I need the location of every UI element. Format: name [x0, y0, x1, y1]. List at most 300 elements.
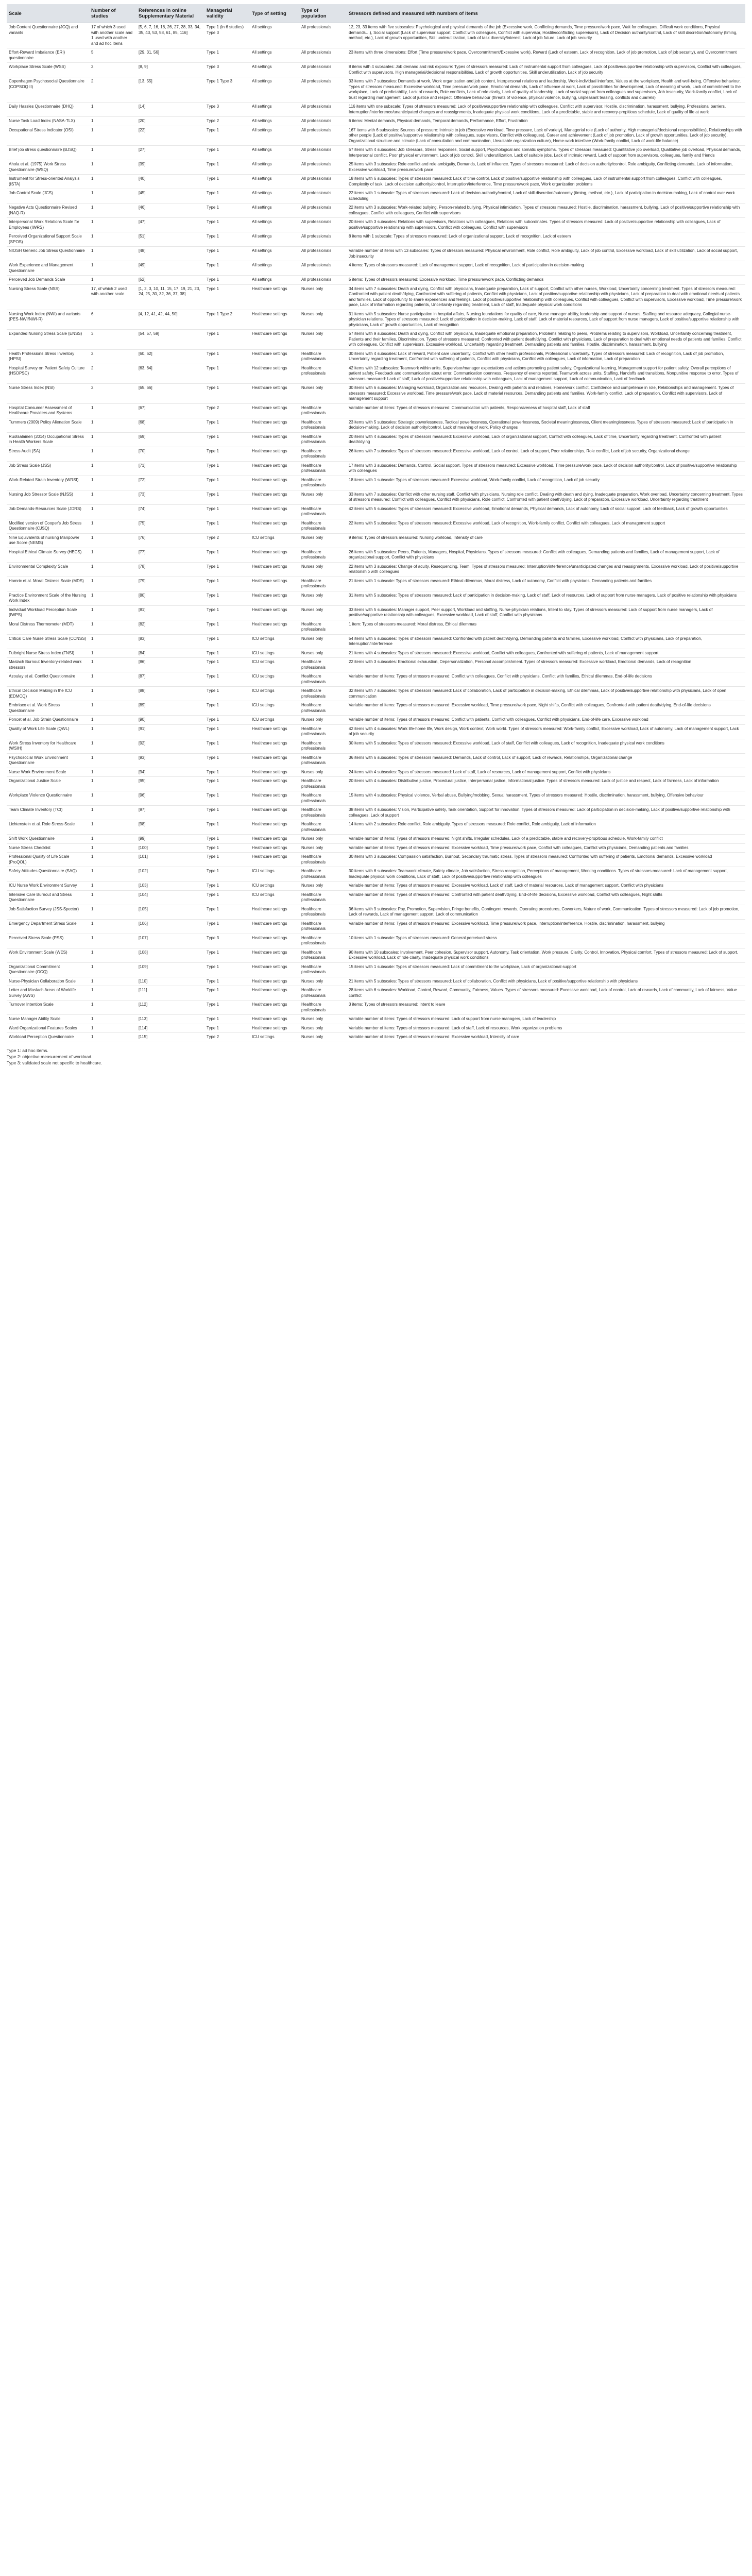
table-cell: Healthcare settings: [250, 977, 299, 986]
table-cell: Type 1: [204, 977, 250, 986]
table-cell: ICU settings: [250, 672, 299, 687]
table-cell: [22]: [136, 126, 204, 146]
table-cell: Type 1: [204, 504, 250, 519]
table-cell: 5 items: Types of stressors measured: Excessive workload, Time pressure/work pace, Conflicting demands: [347, 276, 745, 285]
table-cell: Healthcare settings: [250, 364, 299, 384]
table-cell: Healthcare professionals: [299, 672, 347, 687]
table-cell: ICU Nurse Work Environment Survey: [7, 882, 89, 891]
table-cell: [72]: [136, 476, 204, 490]
table-cell: Healthcare professionals: [299, 403, 347, 418]
table-cell: Type 1: [204, 126, 250, 146]
table-cell: 3: [89, 330, 136, 350]
table-cell: 1: [89, 447, 136, 461]
table-cell: [112]: [136, 1001, 204, 1015]
table-cell: 1: [89, 777, 136, 791]
table-cell: Type 1: [204, 777, 250, 791]
table-cell: [110]: [136, 977, 204, 986]
table-row: [7, 461, 745, 476]
table-cell: Variable number of items: Types of stressors measured: Conflict with patients, Conflict with colleagues, Conflict with physicians, End-of-life care, Excessive workload: [347, 716, 745, 725]
table-cell: Type 1: [204, 276, 250, 285]
table-cell: Healthcare settings: [250, 562, 299, 577]
table-cell: Nurses only: [299, 835, 347, 844]
table-cell: 3 items: Types of stressors measured: Intent to leave: [347, 1001, 745, 1015]
table-cell: Healthcare settings: [250, 310, 299, 330]
table-cell: Healthcare professionals: [299, 962, 347, 977]
column-header: References in online Supplementary Material: [136, 4, 204, 23]
table-cell: Healthcare settings: [250, 777, 299, 791]
table-cell: Type 1 Type 2: [204, 310, 250, 330]
table-row: [7, 853, 745, 867]
table-cell: Type 1: [204, 384, 250, 404]
table-cell: Hospital Survey on Patient Safety Culture (HSOPSC): [7, 364, 89, 384]
table-cell: All settings: [250, 175, 299, 189]
table-cell: 21 items with 4 subscales: Types of stressors measured: Excessive workload, Conflict with colleagues, Confronted with suffering of patients, Lack of management support: [347, 649, 745, 658]
table-cell: 1: [89, 1015, 136, 1024]
column-header: Type of population: [299, 4, 347, 23]
table-cell: 2: [89, 77, 136, 103]
table-cell: 1: [89, 806, 136, 820]
table-cell: Job Satisfaction Survey (JSS-Spector): [7, 905, 89, 919]
table-cell: Hospital Ethical Climate Survey (HECS): [7, 548, 89, 562]
table-cell: Healthcare settings: [250, 447, 299, 461]
table-cell: 1 item: Types of stressors measured: Moral distress, Ethical dilemmas: [347, 620, 745, 634]
table-cell: Type 1: [204, 867, 250, 882]
table-cell: 1: [89, 919, 136, 934]
table-cell: Healthcare professionals: [299, 687, 347, 701]
table-row: [7, 23, 745, 48]
table-cell: Type 1: [204, 349, 250, 364]
table-cell: Variable number of items: Types of stressors measured: Excessive workload, Time pressure/work pace, Conflict with colleagues, Conflict with physicians, Demanding patients and families: [347, 843, 745, 853]
table-cell: 1: [89, 461, 136, 476]
table-row: [7, 919, 745, 934]
table-body: [7, 23, 745, 1042]
table-cell: 1: [89, 577, 136, 591]
table-row: [7, 476, 745, 490]
table-cell: [29, 31, 56]: [136, 48, 204, 63]
table-cell: 42 items with 12 subscales: Teamwork within units, Supervisor/manager expectations and actions promoting patient safety, Organizational learning, Management support for patient safety, Overall perceptions of patient safety, Feedback and communication about error, Communication openness, Frequency of events reported, Teamwork across units, Staffing, Handoffs and transitions, Nonpunitive response to error. Types of stressors measured: Lack of staff, Lack of positive/supportive relationship with colleagues, Lack of management support, Lack of communication, Lack of feedback: [347, 364, 745, 384]
table-cell: Type 1: [204, 364, 250, 384]
table-cell: [96]: [136, 791, 204, 806]
table-cell: [91]: [136, 724, 204, 739]
table-cell: 33 items with 7 subscales: Demands at work, Work organization and job content, Interpersonal relations and leadership, Work-individual interface, Values at the workplace, Health and well-being, Offensive behaviour. Types of stressors measured: Excessive workload, Time pressure/work pace, Emotional demands, Lack of influence at work, Lack of possibilities for development, Lack of meaning of work, Lack of commitment to the workplace, Lack of predictability, Lack of rewards, Role conflicts, Lack of role clarity, Lack of quality of leadership, Lack of social support from colleagues and supervisors, Job insecurity, Work-family conflict, Lack of trust regarding management, Lack of justice and respect, Offensive behaviour (threats of violence, physical violence, bullying, unpleasant teasing, conflicts and quarrels): [347, 77, 745, 103]
table-cell: Type 1: [204, 687, 250, 701]
footnote: Type 1: ad hoc items.: [7, 1047, 48, 1053]
table-cell: Type 1: [204, 562, 250, 577]
table-cell: Healthcare professionals: [299, 934, 347, 948]
table-cell: 1: [89, 276, 136, 285]
table-cell: 57 items with 9 subscales: Death and dying, Conflict with physicians, Inadequate emotional preparation, Problems relating to peers, Problems relating to supervisors, Workload, Uncertainty concerning treatment, Patients and their families, Discrimination. Types of stressors measured: Confronted with patient death/dying, Conflict with physicians, Lack of preparation to deal with emotional needs of patients and families, Conflict with colleagues, Conflict with supervisors, Excessive workload, Uncertainty regarding treatment, Demanding patients and families, Hostile, discrimination, harassment, bullying: [347, 330, 745, 350]
table-cell: 1: [89, 658, 136, 672]
table-cell: All settings: [250, 276, 299, 285]
table-cell: Work Experience and Management Questionnaire: [7, 261, 89, 276]
table-cell: 31 items with 5 subscales: Nurse participation in hospital affairs, Nursing foundations for quality of care, Nurse manager ability, leadership and support of nurses, Staffing and resource adequacy, Collegial nurse-physician relations. Types of stressors measured: Lack of participation in decision-making, Lack of staff, Lack of material resources, Lack of support from nurse managers, Lack of positive/supportive relationship with physicians, Lack of growth opportunities, Lack of recognition: [347, 310, 745, 330]
table-cell: Type 1: [204, 753, 250, 768]
table-cell: Ruotsalainen (2014) Occupational Stress in Health Workers Scale: [7, 432, 89, 447]
column-header: Managerial validity: [204, 4, 250, 23]
table-cell: 23 items with 5 subscales: Strategic powerlessness, Tactical powerlessness, Operational powerlessness, Societal meaninglessness, Client meaninglessness. Types of stressors measured: Lack of participation in decision-making, Lack of decision authority/control, Lack of meaning of work, Policy changes: [347, 418, 745, 432]
table-cell: Type 1: [204, 962, 250, 977]
table-row: [7, 739, 745, 753]
table-cell: Daily Hassles Questionnaire (DHQ): [7, 103, 89, 117]
table-cell: Type 1: [204, 634, 250, 649]
column-header: Scale: [7, 4, 89, 23]
table-cell: Healthcare settings: [250, 724, 299, 739]
table-cell: All professionals: [299, 247, 347, 261]
table-cell: Type 1: [204, 330, 250, 350]
table-row: [7, 687, 745, 701]
table-cell: Individual Workload Perception Scale (IWPS): [7, 605, 89, 620]
table-cell: Type 1: [204, 658, 250, 672]
table-cell: Nurses only: [299, 591, 347, 605]
table-cell: NIOSH Generic Job Stress Questionnaire: [7, 247, 89, 261]
table-cell: All settings: [250, 218, 299, 232]
table-cell: 1: [89, 687, 136, 701]
table-cell: All professionals: [299, 77, 347, 103]
table-cell: Type 1: [204, 48, 250, 63]
table-cell: 1: [89, 853, 136, 867]
table-cell: Nurses only: [299, 634, 347, 649]
table-cell: 1: [89, 261, 136, 276]
table-cell: Healthcare settings: [250, 835, 299, 844]
table-cell: Quality of Work Life Scale (QWL): [7, 724, 89, 739]
table-cell: 36 items with 9 subscales: Pay, Promotion, Supervision, Fringe benefits, Contingent rewards, Operating procedures, Coworkers, Nature of work, Communication. Types of stressors measured: Lack of job promotion, Lack of rewards, Lack of management support, Lack of communication: [347, 905, 745, 919]
table-cell: 1: [89, 247, 136, 261]
table-cell: 20 items with 4 subscales: Types of stressors measured: Excessive workload, Lack of organizational support, Conflict with colleagues, Lack of time, Uncertainty regarding treatment, Confronted with patient death/dying: [347, 432, 745, 447]
table-cell: [103]: [136, 882, 204, 891]
table-row: [7, 103, 745, 117]
table-cell: 1: [89, 867, 136, 882]
table-cell: 1: [89, 820, 136, 835]
table-cell: Type 2: [204, 533, 250, 548]
table-cell: [74]: [136, 504, 204, 519]
table-row: [7, 204, 745, 218]
table-cell: Healthcare professionals: [299, 806, 347, 820]
table-cell: [79]: [136, 577, 204, 591]
table-cell: 17, of which 2 used with another scale: [89, 284, 136, 310]
table-cell: 25 items with 3 subscales: Role conflict and role ambiguity, Demands, Lack of influence. Types of stressors measured: Lack of decision authority/control, Role ambiguity, Conflicting demands, Lack of information, Excessive workload, Time pressure/work pace: [347, 160, 745, 175]
table-cell: Healthcare professionals: [299, 853, 347, 867]
table-cell: 1: [89, 160, 136, 175]
table-cell: All settings: [250, 77, 299, 103]
table-cell: ICU settings: [250, 1033, 299, 1042]
table-cell: 9 items: Types of stressors measured: Nursing workload, Intensity of care: [347, 533, 745, 548]
table-cell: All settings: [250, 117, 299, 126]
table-cell: 30 items with 6 subscales: Teamwork climate, Safety climate, Job satisfaction, Stress recognition, Perceptions of management, Working conditions. Types of stressors measured: Lack of management support, Inadequate physical work conditions, Lack of staff, Lack of positive/supportive relationship with colleagues: [347, 867, 745, 882]
table-cell: Healthcare professionals: [299, 905, 347, 919]
table-cell: All professionals: [299, 175, 347, 189]
table-cell: Nurses only: [299, 649, 347, 658]
table-row: [7, 934, 745, 948]
table-cell: Healthcare settings: [250, 843, 299, 853]
table-cell: 17 items with 3 subscales: Demands, Control, Social support. Types of stressors measured: Excessive workload, Time pressure/work pace, Lack of decision authority/control, Lack of positive/supportive relationship with colleagues: [347, 461, 745, 476]
table-cell: 21 items with 1 subscale: Types of stressors measured: Ethical dilemmas, Moral distress, Lack of autonomy, Conflict with physicians, Demanding patients and families: [347, 577, 745, 591]
table-cell: Brief job stress questionnaire (BJSQ): [7, 146, 89, 160]
table-cell: [13, 55]: [136, 77, 204, 103]
table-cell: 54 items with 6 subscales: Types of stressors measured: Confronted with patient death/dying, Demanding patients and families, Excessive workload, Conflict with physicians, Lack of preparation, Interruption/interference: [347, 634, 745, 649]
table-cell: [98]: [136, 820, 204, 835]
table-cell: Type 1: [204, 853, 250, 867]
table-cell: 36 items with 6 subscales: Types of stressors measured: Demands, Lack of control, Lack of support, Lack of rewards, Relationships, Organizational change: [347, 753, 745, 768]
table-cell: Healthcare professionals: [299, 447, 347, 461]
table-cell: Type 1: [204, 160, 250, 175]
table-cell: [71]: [136, 461, 204, 476]
table-cell: Nurses only: [299, 882, 347, 891]
table-cell: Healthcare settings: [250, 591, 299, 605]
table-cell: [90]: [136, 716, 204, 725]
table-cell: [89]: [136, 701, 204, 716]
table-cell: Fulbright Nurse Stress Index (FNSI): [7, 649, 89, 658]
table-cell: 1: [89, 519, 136, 533]
table-cell: [45]: [136, 189, 204, 204]
table-cell: Variable number of items: Types of stressors measured: Excessive workload, Time pressure/work pace, Interruption/interference, Hostile, discrimination, harassment, bullying: [347, 919, 745, 934]
table-cell: 1: [89, 533, 136, 548]
table-cell: 1: [89, 934, 136, 948]
table-cell: Type 1: [204, 418, 250, 432]
table-cell: Environmental Complexity Scale: [7, 562, 89, 577]
table-cell: [68]: [136, 418, 204, 432]
table-cell: 22 items with 5 subscales: Types of stressors measured: Excessive workload, Lack of recognition, Work-family conflict, Conflict with colleagues, Lack of management support: [347, 519, 745, 533]
table-cell: [77]: [136, 548, 204, 562]
table-cell: Healthcare professionals: [299, 890, 347, 905]
table-cell: [108]: [136, 948, 204, 962]
table-cell: [99]: [136, 835, 204, 844]
footnote: Type 2: objective measurement of workload.: [7, 1054, 93, 1059]
table-row: [7, 948, 745, 962]
column-header: Type of setting: [250, 4, 299, 23]
table-cell: Nurses only: [299, 330, 347, 350]
table-row: [7, 806, 745, 820]
table-cell: 1: [89, 768, 136, 777]
table-cell: [40]: [136, 175, 204, 189]
table-cell: 22 items with 3 subscales: Change of acuity, Resequencing, Team. Types of stressors measured: Interruption/interference/unanticipated changes and reassignments, Excessive workload, Lack of positive/supportive relationship with colleagues: [347, 562, 745, 577]
table-cell: [97]: [136, 806, 204, 820]
table-row: [7, 716, 745, 725]
table-row: [7, 867, 745, 882]
table-cell: 42 items with 4 subscales: Work life-home life, Work design, Work context, Work world. Types of stressors measured: Work-family conflict, Excessive workload, Lack of autonomy, Lack of management support, Lack of job security: [347, 724, 745, 739]
table-row: [7, 724, 745, 739]
table-cell: Healthcare settings: [250, 284, 299, 310]
table-cell: Healthcare professionals: [299, 701, 347, 716]
table-cell: Type 1: [204, 724, 250, 739]
table-cell: Moral Distress Thermometer (MDT): [7, 620, 89, 634]
table-cell: Workplace Violence Questionnaire: [7, 791, 89, 806]
table-cell: [27]: [136, 146, 204, 160]
table-cell: 1: [89, 504, 136, 519]
table-row: [7, 403, 745, 418]
table-cell: Healthcare settings: [250, 768, 299, 777]
table-cell: Healthcare professionals: [299, 504, 347, 519]
table-cell: [114]: [136, 1024, 204, 1033]
table-cell: 1: [89, 403, 136, 418]
table-cell: Modified version of Cooper's Job Stress Questionnaire (CJSQ): [7, 519, 89, 533]
table-cell: 1: [89, 905, 136, 919]
table-row: [7, 63, 745, 77]
table-cell: Type 1: [204, 768, 250, 777]
table-cell: Ahola et al. (1975) Work Stress Questionnaire (WSQ): [7, 160, 89, 175]
table-cell: Type 1: [204, 806, 250, 820]
table-row: [7, 1024, 745, 1033]
table-cell: Variable number of items: Types of stressors measured: Night shifts, Irregular schedules, Lack of a predictable, stable and recovery-propitious schedule, Work-family conflict: [347, 835, 745, 844]
table-cell: Type 1: [204, 791, 250, 806]
table-cell: 2: [89, 364, 136, 384]
table-cell: 2: [89, 384, 136, 404]
table-row: [7, 490, 745, 504]
table-cell: ICU settings: [250, 882, 299, 891]
table-cell: Type 1: [204, 490, 250, 504]
table-cell: 1: [89, 634, 136, 649]
table-cell: Professional Quality of Life Scale (ProQOL): [7, 853, 89, 867]
table-cell: 22 items with 3 subscales: Work-related bullying, Person-related bullying, Physical intimidation. Types of stressors measured: Hostile, discrimination, harassment, bullying, Lack of positive/supportive relationship with colleagues, Conflict with colleagues, Conflict with supervisors: [347, 204, 745, 218]
table-cell: 23 items with three dimensions: Effort (Time pressure/work pace, Overcommitment/Excessive work), Reward (Lack of esteem, Lack of recognition, Lack of job promotion, Lack of job security), and Overcommitment: [347, 48, 745, 63]
table-row: [7, 519, 745, 533]
table-cell: 1: [89, 1001, 136, 1015]
table-cell: 2: [89, 63, 136, 77]
table-cell: Type 1: [204, 948, 250, 962]
table-row: [7, 504, 745, 519]
table-row: [7, 160, 745, 175]
table-cell: Job Content Questionnaire (JCQ) and variants: [7, 23, 89, 48]
table-cell: All settings: [250, 23, 299, 48]
table-cell: Nurse Work Environment Scale: [7, 768, 89, 777]
table-cell: Copenhagen Psychosocial Questionnaire (COPSOQ II): [7, 77, 89, 103]
table-cell: Psychosocial Work Environment Questionnaire: [7, 753, 89, 768]
table-cell: Healthcare professionals: [299, 791, 347, 806]
table-cell: 1: [89, 189, 136, 204]
table-row: [7, 432, 745, 447]
table-row: [7, 1015, 745, 1024]
table-cell: 17 of which 3 used with another scale and 1 used with another and ad hoc items: [89, 23, 136, 48]
table-cell: Type 1 (in 6 studies) Type 3: [204, 23, 250, 48]
table-cell: 1: [89, 476, 136, 490]
table-cell: [20]: [136, 117, 204, 126]
table-row: [7, 418, 745, 432]
table-cell: Healthcare settings: [250, 948, 299, 962]
table-cell: 22 items with 1 subscale: Types of stressors measured: Lack of decision authority/control, Lack of skill discretion/autonomy (timing, method, etc.), Lack of participation in decision-making, Lack of control over work scheduling: [347, 189, 745, 204]
table-cell: [47]: [136, 218, 204, 232]
table-row: [7, 882, 745, 891]
table-cell: Stress Audit (SA): [7, 447, 89, 461]
table-cell: Effort-Reward Imbalance (ERI) questionnaire: [7, 48, 89, 63]
table-cell: Variable number of items: Types of stressors measured: Excessive workload, Intensity of care: [347, 1033, 745, 1042]
table-cell: Healthcare professionals: [299, 753, 347, 768]
table-cell: 18 items with 6 subscales: Types of stressors measured: Lack of time control, Lack of positive/supportive relationship with colleagues, Lack of instrumental support from colleagues, Conflict with colleagues, Complexity of task, Lack of decision authority/control, Interruption/interference, Time pressure/work pace, Work organization problems: [347, 175, 745, 189]
table-cell: Type 2: [204, 1033, 250, 1042]
table-cell: Variable number of items: Types of stressors measured: Confronted with patient death/dying, End-of-life decisions, Excessive workload, Conflict with colleagues, Night shifts: [347, 890, 745, 905]
table-row: [7, 658, 745, 672]
table-cell: All professionals: [299, 117, 347, 126]
table-cell: Variable number of items: Types of stressors measured: Excessive workload, Time pressure/work pace, Night shifts, Conflict with colleagues, Confronted with patient death/dying, End-of-life decisions: [347, 701, 745, 716]
table-cell: Nurses only: [299, 284, 347, 310]
table-cell: Healthcare professionals: [299, 867, 347, 882]
table-cell: Nurse Stress Checklist: [7, 843, 89, 853]
table-cell: Type 1: [204, 432, 250, 447]
table-cell: ICU settings: [250, 890, 299, 905]
table-cell: Healthcare settings: [250, 820, 299, 835]
table-cell: Type 1: [204, 716, 250, 725]
table-row: [7, 768, 745, 777]
table-cell: Type 1: [204, 284, 250, 310]
table-cell: Type 1: [204, 890, 250, 905]
table-cell: Leiter and Maslach Areas of Worklife Survey (AWS): [7, 986, 89, 1001]
table-cell: [14]: [136, 103, 204, 117]
table-cell: Type 1: [204, 261, 250, 276]
table-cell: Variable number of items: Types of stressors measured: Lack of staff, Lack of resources, Work organization problems: [347, 1024, 745, 1033]
table-cell: [46]: [136, 204, 204, 218]
table-cell: Type 1: [204, 461, 250, 476]
table-cell: [1, 2, 3, 10, 11, 15, 17, 19, 21, 23, 24, 25, 30, 32, 36, 37, 38]: [136, 284, 204, 310]
table-cell: Emergency Department Stress Scale: [7, 919, 89, 934]
table-cell: Embriaco et al. Work Stress Questionnaire: [7, 701, 89, 716]
table-cell: Job Demands-Resources Scale (JDRS): [7, 504, 89, 519]
table-cell: Work-Related Strain Inventory (WRSI): [7, 476, 89, 490]
table-cell: 1: [89, 977, 136, 986]
table-cell: [60, 62]: [136, 349, 204, 364]
table-cell: Type 1: [204, 577, 250, 591]
table-cell: 8 items with 4 subscales: Job demand and risk exposure: Types of stressors measured: Lack of instrumental support from colleagues, Lack of positive/supportive relationship with supervisors, Conflict with colleagues, Conflict with supervisors, High managerial/decisional responsibilities, Lack of growth opportunities, Skill underutilization, Lack of job security: [347, 63, 745, 77]
table-cell: Type 1: [204, 519, 250, 533]
table-row: [7, 247, 745, 261]
table-cell: Interpersonal Work Relations Scale for Employees (IWRS): [7, 218, 89, 232]
table-cell: Maslach Burnout Inventory-related work stressors: [7, 658, 89, 672]
table-cell: [51]: [136, 232, 204, 247]
table-cell: Tummers (2009) Policy Alienation Scale: [7, 418, 89, 432]
table-cell: [52]: [136, 276, 204, 285]
table-cell: 24 items with 4 subscales: Types of stressors measured: Lack of staff, Lack of resources, Lack of management support, Conflict with physicians: [347, 768, 745, 777]
table-cell: [92]: [136, 739, 204, 753]
table-cell: Type 1: [204, 476, 250, 490]
table-cell: 21 items with 5 subscales: Types of stressors measured: Lack of collaboration, Conflict with physicians, Lack of positive/supportive relationship with physicians: [347, 977, 745, 986]
table-cell: All settings: [250, 103, 299, 117]
table-cell: Occupational Stress Indicator (OSI): [7, 126, 89, 146]
table-row: [7, 232, 745, 247]
table-cell: ICU settings: [250, 649, 299, 658]
table-cell: [65, 66]: [136, 384, 204, 404]
table-cell: All settings: [250, 247, 299, 261]
table-cell: 1: [89, 562, 136, 577]
table-cell: All professionals: [299, 261, 347, 276]
table-cell: Healthcare settings: [250, 519, 299, 533]
table-row: [7, 890, 745, 905]
table-cell: Type 1: [204, 591, 250, 605]
table-cell: Turnover Intention Scale: [7, 1001, 89, 1015]
table-cell: 30 items with 6 subscales: Managing workload, Organization and resources, Dealing with patients and relatives, Home/work conflict, Confidence and competence in role, Relationships and management. Types of stressors measured: Excessive workload, Time pressure/work pace, Lack of material resources, Demanding patients and families, Work-family conflict, Lack of preparation, Conflict with supervisors, Lack of management support: [347, 384, 745, 404]
table-cell: Work Environment Scale (WES): [7, 948, 89, 962]
table-cell: Nurses only: [299, 605, 347, 620]
table-cell: [82]: [136, 620, 204, 634]
table-cell: [39]: [136, 160, 204, 175]
table-cell: All settings: [250, 63, 299, 77]
table-cell: All settings: [250, 146, 299, 160]
table-cell: Type 1: [204, 649, 250, 658]
table-cell: Type 3: [204, 103, 250, 117]
table-cell: 1: [89, 175, 136, 189]
table-cell: Organizational Commitment Questionnaire (OCQ): [7, 962, 89, 977]
table-cell: 20 items with 3 subscales: Relations with supervisors, Relations with colleagues, Relations with subordinates. Types of stressors measured: Lack of positive/supportive relationship with colleagues, Lack of positive/supportive relationship with supervisors, Conflict with colleagues, Conflict with supervisors: [347, 218, 745, 232]
table-cell: Poncet et al. Job Strain Questionnaire: [7, 716, 89, 725]
table-row: [7, 905, 745, 919]
table-cell: Healthcare professionals: [299, 919, 347, 934]
table-cell: 57 items with 4 subscales: Job stressors, Stress responses, Social support, Psychological and somatic symptoms. Types of stressors measured: Quantitative job overload, Qualitative job overload, Physical demands, Interpersonal conflict, Poor physical environment, Lack of job control, Skill underutilization, Lack of suitable jobs, Lack of intrinsic reward, Lack of support from supervisors, colleagues, family and friends: [347, 146, 745, 160]
table-cell: 1: [89, 701, 136, 716]
table-cell: Variable number of items: Types of stressors measured: Conflict with colleagues, Conflict with physicians, Conflict with families, Ethical dilemmas, End-of-life decisions: [347, 672, 745, 687]
table-row: [7, 777, 745, 791]
table-cell: Nurses only: [299, 562, 347, 577]
table-cell: Intensive Care Burnout and Stress Questionnaire: [7, 890, 89, 905]
table-cell: Perceived Job Demands Scale: [7, 276, 89, 285]
table-cell: Healthcare settings: [250, 384, 299, 404]
table-cell: Nurse-Physician Collaboration Scale: [7, 977, 89, 986]
table-cell: 1: [89, 986, 136, 1001]
